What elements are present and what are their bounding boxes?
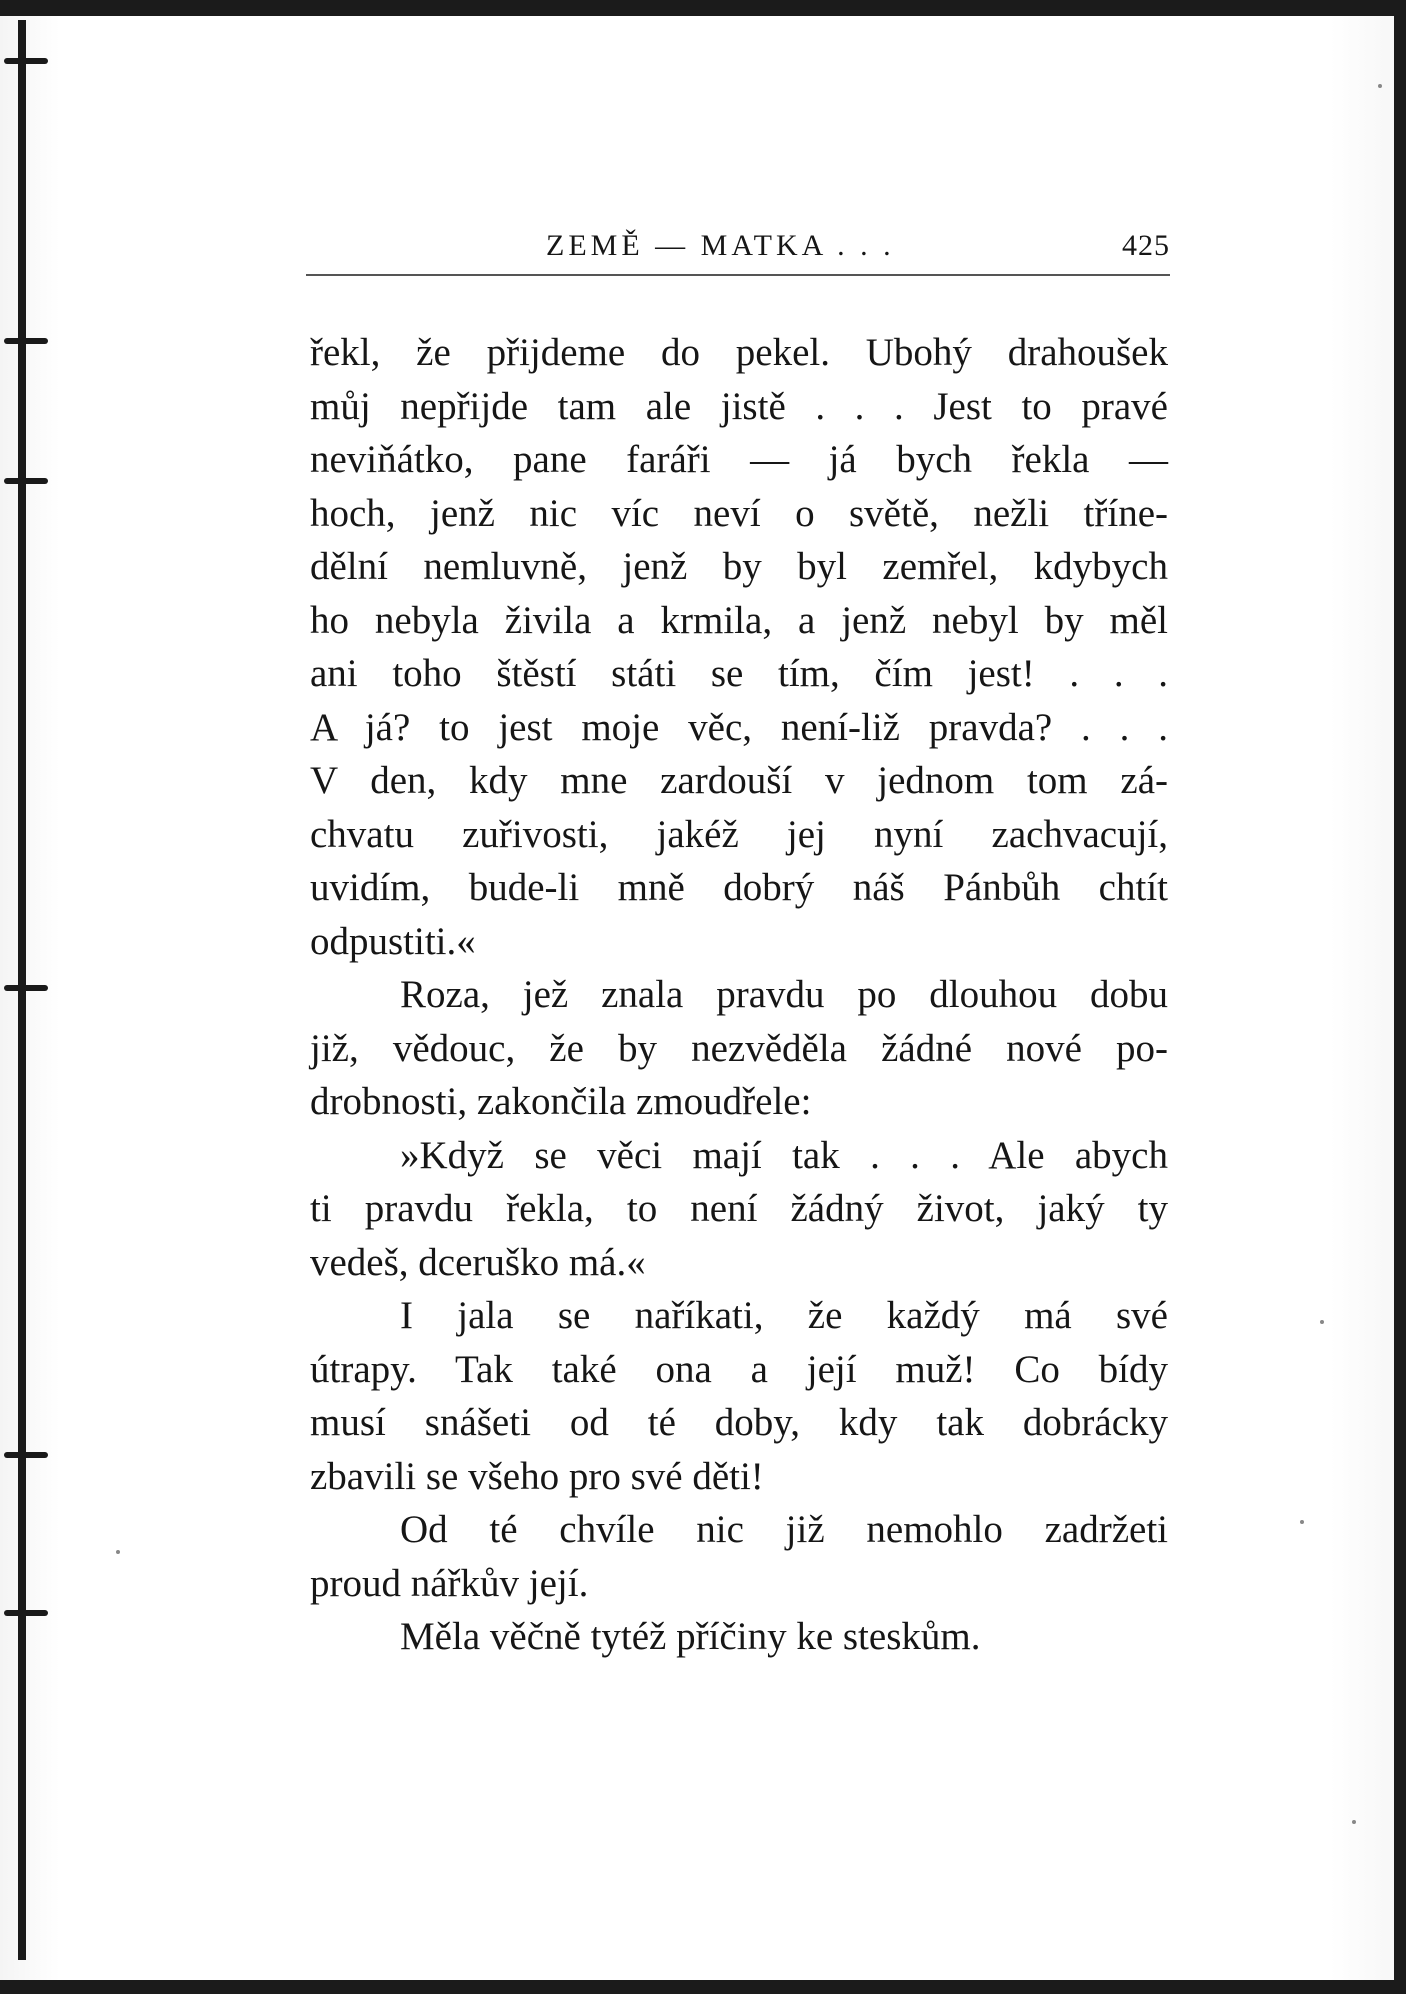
binding-mark	[4, 1610, 48, 1616]
text-line: ti pravdu řekla, to není žádný život, jaký ty	[310, 1187, 1168, 1230]
text-line: drobnosti, zakončila zmoudřele:	[310, 1080, 812, 1123]
paragraph	[310, 326, 1168, 968]
binding-mark	[4, 58, 48, 64]
text-line: I jala se naříkati, že každý má své	[400, 1294, 1168, 1337]
scan-border-top	[0, 0, 1406, 16]
scan-speck	[1352, 1820, 1356, 1824]
paragraph	[310, 1129, 1168, 1290]
paragraph	[310, 1610, 1168, 1664]
text-line: Měla věčně tytéž příčiny ke steskům.	[400, 1615, 981, 1658]
page-number: 425	[1122, 229, 1170, 262]
text-line: musí snášeti od té doby, kdy tak dobrácky	[310, 1401, 1168, 1444]
text-line: řekl, že přijdeme do pekel. Ubohý drahoušek	[310, 331, 1168, 374]
text-line: chvatu zuřivosti, jakéž jej nyní zachvacují,	[310, 812, 1168, 856]
scan-speck	[1300, 1520, 1304, 1524]
text-line: můj nepřijde tam ale jistě . . . Jest to pravé	[310, 384, 1168, 428]
text-line: V den, kdy mne zardouší v jednom tom zá-	[310, 759, 1168, 802]
scan-speck	[1378, 84, 1382, 88]
text-line: útrapy. Tak také ona a její muž! Co bídy	[310, 1347, 1168, 1391]
header-rule	[306, 274, 1170, 276]
text-line: uvidím, bude-li mně dobrý náš Pánbůh chtít	[310, 866, 1168, 909]
binding-mark	[4, 1452, 48, 1458]
text-line: Roza, jež znala pravdu po dlouhou dobu	[400, 973, 1168, 1016]
binding-mark	[4, 478, 48, 484]
text-line: hoch, jenž nic víc neví o světě, nežli tříne-	[310, 491, 1168, 535]
running-title: ZEMĚ — MATKA . . .	[546, 229, 895, 262]
body-text	[310, 326, 1168, 1664]
paragraph	[310, 1503, 1168, 1610]
text-line: A já? to jest moje věc, není-liž pravda? . . .	[310, 705, 1168, 749]
text-line: dělní nemluvně, jenž by byl zemřel, kdybych	[310, 545, 1168, 588]
scan-border-right	[1394, 0, 1406, 1994]
scan-border-bottom	[0, 1980, 1406, 1994]
text-line: ani toho štěstí státi se tím, čím jest! . . .	[310, 652, 1168, 695]
text-line: vedeš, dceruško má.«	[310, 1240, 646, 1284]
text-line: proud nářkův její.	[310, 1561, 589, 1605]
text-line: Od té chvíle nic již nemohlo zadržeti	[400, 1508, 1168, 1551]
paragraph	[310, 968, 1168, 1129]
running-head	[306, 222, 1170, 272]
text-line: neviňátko, pane faráři — já bych řekla —	[310, 438, 1168, 481]
text-line: »Když se věci mají tak . . . Ale abych	[400, 1133, 1168, 1177]
text-line: již, vědouc, že by nezvěděla žádné nové po-	[310, 1026, 1168, 1070]
text-line: odpustiti.«	[310, 919, 476, 963]
scan-speck	[1320, 1320, 1324, 1324]
text-line: zbavili se všeho pro své děti!	[310, 1454, 764, 1498]
text-line: ho nebyla živila a krmila, a jenž nebyl by měl	[310, 598, 1168, 642]
binding-mark	[4, 338, 48, 344]
binding-mark	[4, 985, 48, 991]
paragraph	[310, 1289, 1168, 1503]
scan-speck	[116, 1550, 120, 1554]
